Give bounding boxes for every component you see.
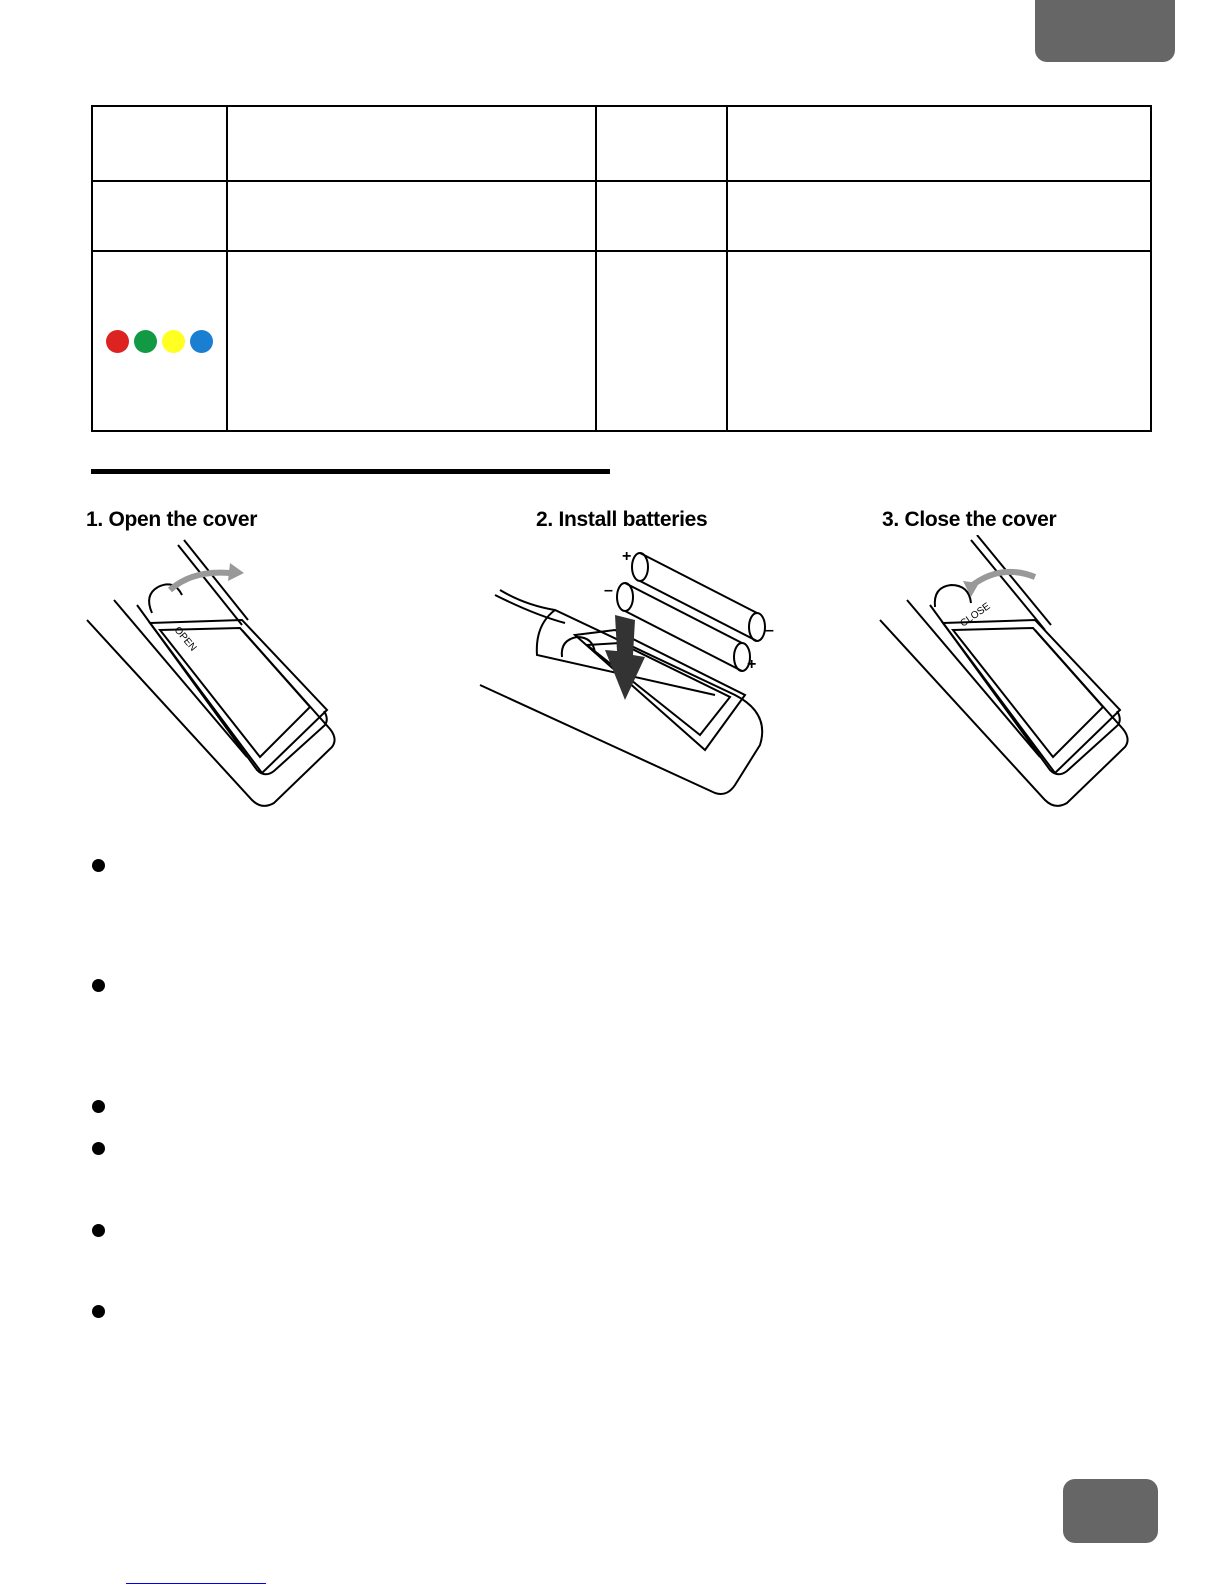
yellow-button-icon: [162, 330, 185, 353]
page-tab-bottom: [1063, 1479, 1158, 1543]
step-2-title: 2. Install batteries: [536, 508, 708, 531]
plus-sign: +: [622, 548, 632, 565]
bullet-icon: [92, 1100, 105, 1113]
button-function-table: [91, 105, 1152, 432]
section-rule: [91, 469, 610, 474]
table-cell: [92, 181, 227, 251]
table-cell: [727, 251, 1151, 431]
bullet-icon: [92, 979, 105, 992]
table-cell: [596, 181, 727, 251]
minus-sign: –: [765, 622, 774, 639]
step-1-title: 1. Open the cover: [86, 508, 258, 531]
table-cell: [227, 251, 596, 431]
color-buttons-icon: [93, 330, 226, 353]
plus-sign: +: [747, 656, 757, 673]
table-row: [92, 106, 1151, 181]
table-cell: [92, 106, 227, 181]
bullet-icon: [92, 1224, 105, 1237]
table-cell: [227, 106, 596, 181]
green-button-icon: [134, 330, 157, 353]
table-cell: [596, 251, 727, 431]
bullet-icon: [92, 1305, 105, 1318]
bullet-icon: [92, 859, 105, 872]
install-batteries-illustration: [465, 545, 785, 805]
close-label: CLOSE: [958, 600, 993, 630]
link-underline: [126, 1583, 266, 1584]
minus-sign: –: [604, 582, 613, 599]
table-row: [92, 251, 1151, 431]
table-cell: [596, 106, 727, 181]
table-cell: [227, 181, 596, 251]
step-3-title: 3. Close the cover: [882, 508, 1057, 531]
table-cell: [727, 181, 1151, 251]
bullet-icon: [92, 1142, 105, 1155]
table-cell: [727, 106, 1151, 181]
blue-button-icon: [190, 330, 213, 353]
page-tab-top: [1035, 0, 1175, 62]
open-cover-illustration: [82, 535, 342, 815]
red-button-icon: [106, 330, 129, 353]
table-row: [92, 181, 1151, 251]
table-cell: [92, 251, 227, 431]
close-cover-illustration: [875, 535, 1140, 815]
open-label: OPEN: [171, 624, 199, 654]
